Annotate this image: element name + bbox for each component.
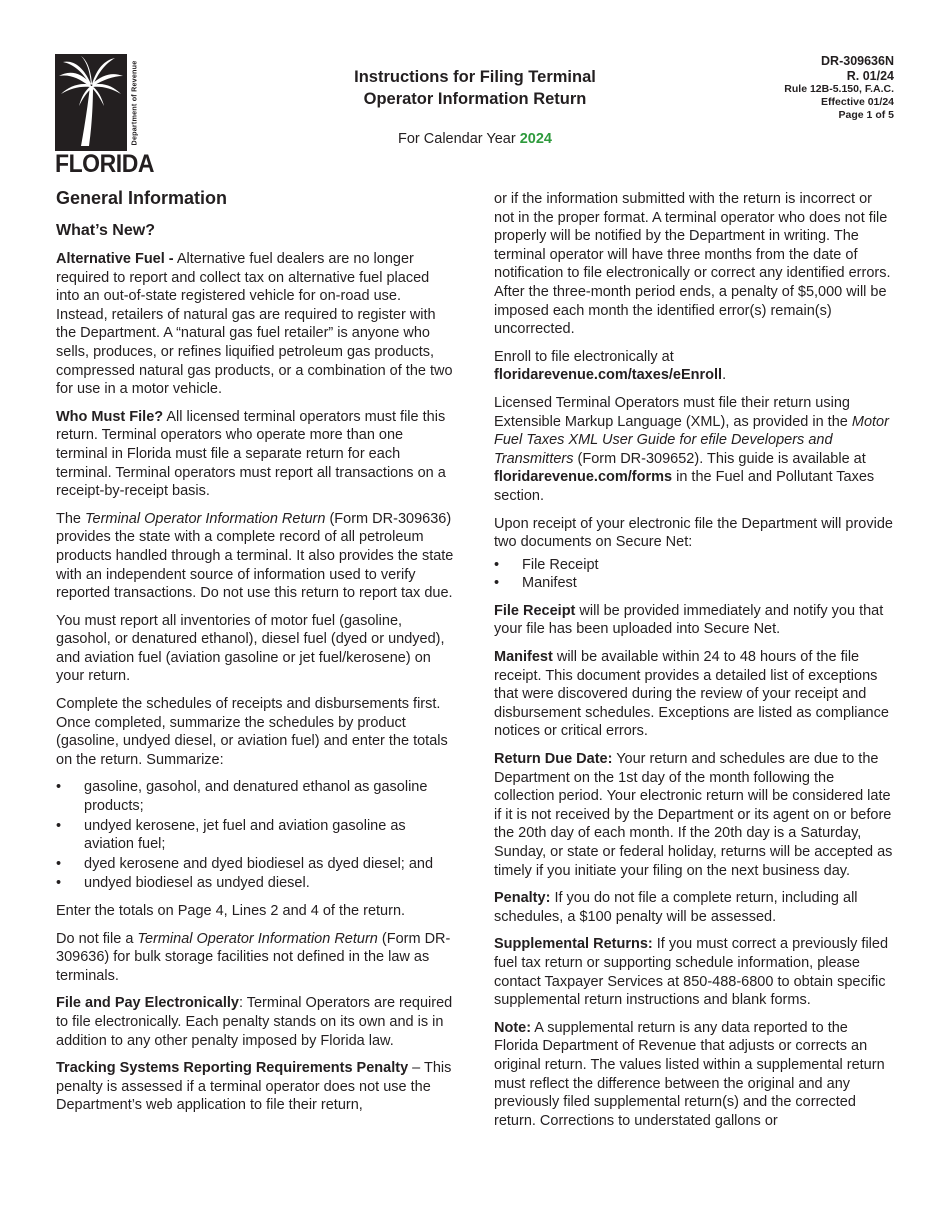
note-paragraph: Note: A supplemental return is any data reported to the Florida Department of Revenue that adjusts or corrects an original return. The values listed within a supplemental return must reflect the difference between the original and any previously filed supplemental return(s) and the corrected return. Corrections to understated gallons or [494,1019,885,1129]
inventory-paragraph: You must report all inventories of motor fuel (gasoline, gasohol, or denatured ethanol), diesel fuel (dyed or undyed), and aviation fuel (aviation gasoline or jet fuel/kerosene) on your return. [56,612,445,685]
enroll-link[interactable]: floridarevenue.com/taxes/eEnroll [494,367,723,384]
page-number: Page 1 of 5 [838,109,894,121]
logo-state-name: FLORIDA [55,150,155,178]
continued-paragraph: or if the information submitted with the return is incorrect or not in the proper format. A terminal operator who does not file properly will be notified by the Department in writing. The terminal operator will have three months from the date of notification to file electronically or correct any identified errors. After the three-month period ends, a penalty of $5,000 will be imposed each month the identified error(s) remain(s) uncorrected. [494,191,891,338]
forms-link[interactable]: floridarevenue.com/forms [494,469,673,486]
due-date-paragraph: Return Due Date: Your return and schedules are due to the Department on the 1st day of the month following the collection period. Your electronic return will be considered late if it is not received by the Department or its agent on or before the 20th day of each month. If the 20th day is a Saturday, Sunday, or state or federal holiday, returns will be accepted as timely if you initiate your filing on the next business day. [494,751,893,879]
form-id-block [784,54,894,122]
left-column [56,186,456,1124]
alternative-fuel-label: Alternative Fuel - [56,251,174,267]
form-rule: Rule 12B-5.150, F.A.C. [784,83,894,95]
alternative-fuel-text: Alternative fuel dealers are no longer required to report and collect tax on alternative fuel placed into an out-of-state registered vehicle for on-road use. Instead, retailers of natural gas are required to register with the Department. A “natural gas fuel retailer” is anyone who sells, produces, or refines liquified petroleum gas products, compressed natural gas products, or a combination of the two for use in a motor vehicle. [56,251,453,398]
bulk-pre: Do not file a [56,930,138,947]
manifest-label: Manifest [494,649,553,666]
form-revision: R. 01/24 [846,68,894,83]
bulk-text: (Form DR-309636) for bulk storage facilities not defined in the law as terminals. [56,930,451,984]
right-column [494,190,896,1139]
who-must-file-paragraph [56,408,456,501]
manifest-paragraph: Manifest will be available within 24 to 48 hours of the file receipt. This document provides a detailed list of exceptions that were discovered during the review of your receipt and disbursement schedules. Exceptions are listed as compliance notices or critical errors. [494,649,889,740]
calendar-prefix: For Calendar Year [398,131,516,147]
return-text: (Form DR-309636) provides the state with a complete record of all petroleum products handled through a terminal. It also provides the state with an independent source of information used to verify reported transactions. Do not use this return to report tax due. [56,510,454,602]
logo-department-text: Department of Revenue [129,60,139,145]
list-item: • dyed kerosene and dyed biodiesel as dyed diesel; and [56,855,434,872]
title-line-1: Instructions for Filing Terminal [354,68,596,86]
file-pay-paragraph [56,994,456,1050]
page-title [300,66,650,110]
florida-dor-logo [55,54,155,178]
file-receipt-label: File Receipt [494,602,576,619]
title-line-2: Operator Information Return [363,90,587,108]
complete-schedules-paragraph: Complete the schedules of receipts and disbursements first. Once completed, summarize the schedules by product (gasoline, undyed diesel, or aviation fuel) and enter the totals on the return. Summarize: [56,696,448,768]
supplemental-label: Supplemental Returns: [494,936,653,953]
return-description-paragraph [56,510,456,603]
alternative-fuel-paragraph [56,250,456,399]
list-item: • gasoline, gasohol, and denatured ethanol as gasoline products; [56,779,428,815]
summarize-list [56,778,456,893]
who-must-file-label: Who Must File? [56,408,164,425]
tracking-penalty-paragraph [56,1059,456,1115]
calendar-year: 2024 [519,131,552,147]
whats-new-heading: What’s New? [56,222,155,239]
penalty-paragraph: Penalty: If you do not file a complete return, including all schedules, a $100 penalty will be assessed. [494,890,858,925]
penalty-label: Penalty: [494,890,551,907]
form-effective: Effective 01/24 [821,96,894,108]
section-heading: General Information [56,188,228,208]
documents-list [494,556,896,593]
palm-tree-icon [55,54,127,151]
list-item: • File Receipt [494,556,599,573]
file-pay-label: File and Pay Electronically [56,995,239,1012]
bulk-storage-paragraph [56,930,456,986]
who-must-file-text: All licensed terminal operators must file this return. Terminal operators who operate more than one terminal in Florida must file a separate return for each terminal. Terminal operators must report all transactions on a receipt-by-receipt basis. [56,408,446,500]
list-item: • Manifest [494,575,577,592]
note-label: Note: [494,1019,532,1036]
xml-guide-title: Motor Fuel Taxes XML User Guide for efile Developers and Transmitters [494,413,889,467]
tracking-penalty-text: – This penalty is assessed if a terminal operator does not use the Department’s web application to file their return, [56,1060,452,1114]
bulk-title-italic: Terminal Operator Information Return [137,930,378,947]
due-date-label: Return Due Date: [494,751,613,768]
tracking-penalty-label: Tracking Systems Reporting Requirements Penalty [56,1060,409,1077]
xml-paragraph: Licensed Terminal Operators must file their return using Extensible Markup Language (XML), as provided in the Motor Fuel Taxes XML User Guide for efile Developers and Transmitters (Form DR-309652). This guide is available at floridarevenue.com/forms in the Fuel and Pollutant Taxes section. [494,394,889,504]
enroll-paragraph: Enroll to file electronically at floridarevenue.com/taxes/eEnroll. [494,348,727,384]
return-pre: The [56,510,86,527]
list-item: • undyed biodiesel as undyed diesel. [56,875,310,892]
enroll-text: Enroll to file electronically at [494,348,674,365]
file-receipt-paragraph: File Receipt will be provided immediately and notify you that your file has been uploaded into Secure Net. [494,602,884,638]
file-pay-text: : Terminal Operators are required to file electronically. Each penalty stands on its own and is in addition to any other penalty imposed by Florida law. [56,995,453,1049]
return-title-italic: Terminal Operator Information Return [85,510,326,527]
totals-paragraph: Enter the totals on Page 4, Lines 2 and 4 of the return. [56,903,406,919]
list-item: • undyed kerosene, jet fuel and aviation gasoline as aviation fuel; [56,817,406,853]
form-number: DR-309636N [821,54,894,68]
supplemental-paragraph: Supplemental Returns: If you must correct a previously filed fuel tax return or supporting schedule information, please contact Taxpayer Services at 850-488-6800 to obtain specific supplemental return instructions and blank forms. [494,936,889,1009]
calendar-year-line [300,131,650,147]
secure-net-paragraph: Upon receipt of your electronic file the Department will provide two documents on Secure Net: [494,515,893,551]
